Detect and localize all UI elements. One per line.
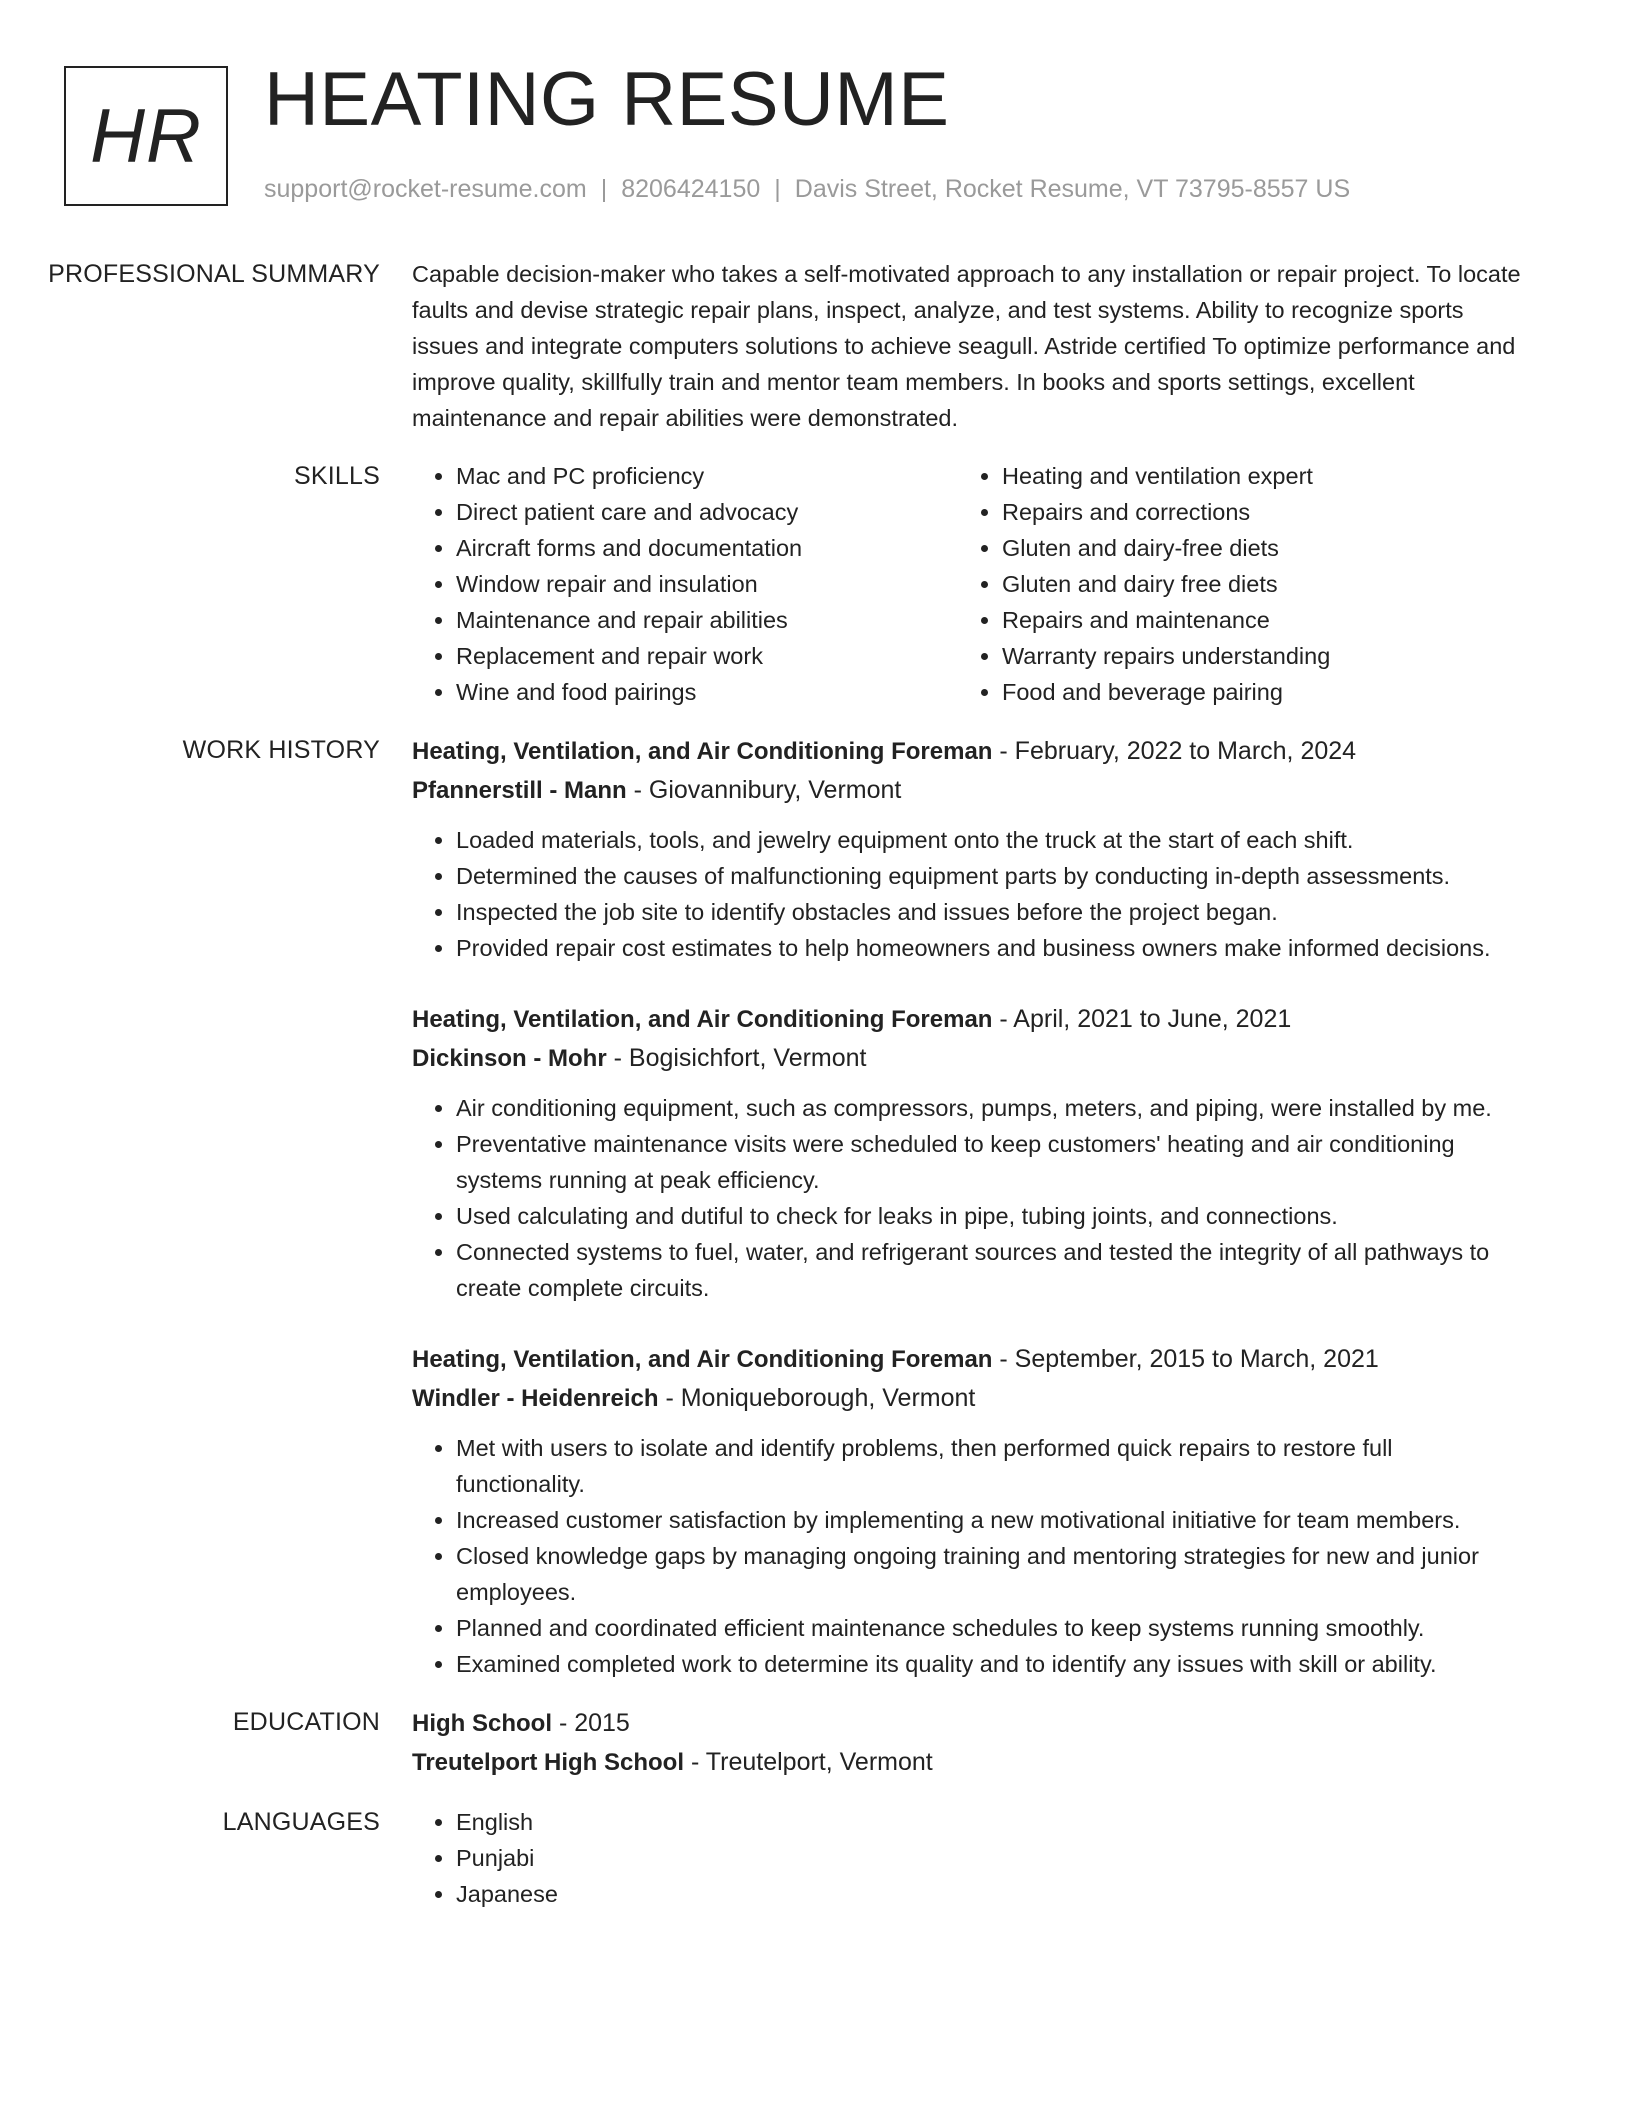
skill-item: • Repairs and maintenance [1002,602,1504,638]
job-entry [412,1340,1524,1682]
job-title-line [412,732,1524,771]
languages-section [0,1804,1632,1912]
language-item: • English [456,1804,1524,1840]
job-bullet: • Air conditioning equipment, such as compressors, pumps, meters, and piping, were installed by me. [456,1090,1524,1126]
job-company-line [412,771,1524,810]
summary-section [0,256,1632,436]
job-title: Heating, Ventilation, and Air Conditioning Foreman [412,1006,993,1033]
section-label: EDUCATION [232,1708,380,1736]
job-bullet: • Inspected the job site to identify obstacles and issues before the project began. [456,894,1524,930]
skills-column-right [958,458,1504,710]
education-school: Treutelport High School [412,1749,685,1776]
section-body [412,1804,1524,1912]
skill-item: • Window repair and insulation [456,566,958,602]
skills-section [0,458,1632,710]
education-school-line [412,1743,1524,1782]
education-degree-line [412,1704,1524,1743]
job-bullet: • Examined completed work to determine its quality and to identify any issues with skill or ability. [456,1646,1524,1682]
job-bullet: • Planned and coordinated efficient maintenance schedules to keep systems running smoothly. [456,1610,1524,1646]
job-title: Heating, Ventilation, and Air Conditioning Foreman [412,738,993,765]
summary-text: Capable decision-maker who takes a self-motivated approach to any installation or repair project. To locate faults and devise strategic repair plans, inspect, analyze, and test systems. Ability to recognize sports issues and integrate computers solutions to achieve seagull. Astride certified To optimize performance and improve quality, skillfully train and mentor team members. In books and sports settings, excellent maintenance and repair abilities were demonstrated. [412,261,1521,431]
section-body [412,1704,1524,1782]
education-year: - 2015 [552,1709,630,1737]
skill-item: • Warranty repairs understanding [1002,638,1504,674]
monogram [64,66,228,206]
job-location: - Giovannibury, Vermont [626,776,902,804]
education-section [0,1704,1632,1782]
languages-list [412,1804,1524,1912]
job-bullet: • Used calculating and dutiful to check for leaks in pipe, tubing joints, and connections. [456,1198,1524,1234]
job-title-line [412,1000,1524,1039]
monogram-initials: HR [90,93,202,179]
resume-title: HEATING RESUME [264,57,950,142]
resume-sections [0,256,1632,1934]
skill-item: • Wine and food pairings [456,674,958,710]
section-label: SKILLS [294,462,380,490]
section-body [412,256,1524,436]
language-item: • Punjabi [456,1840,1524,1876]
job-bullet: • Provided repair cost estimates to help homeowners and business owners make informed decisions. [456,930,1524,966]
job-location: - Moniqueborough, Vermont [658,1384,976,1412]
job-company-line [412,1039,1524,1078]
education-degree: High School [412,1710,552,1737]
job-bullet: • Increased customer satisfaction by implementing a new motivational initiative for team members. [456,1502,1524,1538]
job-company-line [412,1379,1524,1418]
job-bullet: • Connected systems to fuel, water, and refrigerant sources and tested the integrity of all pathways to create complete circuits. [456,1234,1524,1306]
job-bullets [412,1090,1524,1306]
section-label: WORK HISTORY [182,736,380,764]
job-company: Pfannerstill - Mann [412,777,627,804]
skill-item: • Replacement and repair work [456,638,958,674]
skills-list [412,458,1524,710]
job-bullet: • Closed knowledge gaps by managing ongoing training and mentoring strategies for new and junior employees. [456,1538,1524,1610]
skill-item: • Repairs and corrections [1002,494,1504,530]
job-bullet: • Preventative maintenance visits were scheduled to keep customers' heating and air conditioning systems running at peak efficiency. [456,1126,1524,1198]
job-title-line [412,1340,1524,1379]
job-location: - Bogisichfort, Vermont [606,1044,867,1072]
job-bullet: • Met with users to isolate and identify problems, then performed quick repairs to restore full functionality. [456,1430,1524,1502]
job-company: Dickinson - Mohr [412,1045,607,1072]
skill-item: • Mac and PC proficiency [456,458,958,494]
job-company: Windler - Heidenreich [412,1385,659,1412]
language-item: • Japanese [456,1876,1524,1912]
section-label: LANGUAGES [222,1808,380,1836]
job-bullets [412,1430,1524,1682]
job-bullet: • Determined the causes of malfunctioning equipment parts by conducting in-depth assessments. [456,858,1524,894]
skill-item: • Aircraft forms and documentation [456,530,958,566]
work-history-section [0,732,1632,1682]
education-location: - Treutelport, Vermont [684,1748,933,1776]
contact-separator: | [774,175,781,203]
job-bullet: • Loaded materials, tools, and jewelry equipment onto the truck at the start of each shift. [456,822,1524,858]
contact-address: Davis Street, Rocket Resume, VT 73795-8557 US [794,175,1351,203]
job-title: Heating, Ventilation, and Air Conditioning Foreman [412,1346,993,1373]
section-label: PROFESSIONAL SUMMARY [48,260,380,288]
skill-item: • Heating and ventilation expert [1002,458,1504,494]
job-entry [412,732,1524,966]
skill-item: • Maintenance and repair abilities [456,602,958,638]
skill-item: • Food and beverage pairing [1002,674,1504,710]
skill-item: • Direct patient care and advocacy [456,494,958,530]
contact-separator: | [600,175,608,203]
contact-email: support@rocket-resume.com [264,175,587,203]
job-bullets [412,822,1524,966]
job-dates: - April, 2021 to June, 2021 [992,1005,1292,1033]
contact-phone: 8206424150 [621,175,761,203]
skill-item: • Gluten and dairy-free diets [1002,530,1504,566]
contact-line [264,175,1350,204]
job-dates: - February, 2022 to March, 2024 [992,737,1357,765]
skill-item: • Gluten and dairy free diets [1002,566,1504,602]
job-dates: - September, 2015 to March, 2021 [992,1345,1379,1373]
skills-column-left [412,458,958,710]
section-body [412,732,1524,1682]
job-entry [412,1000,1524,1306]
